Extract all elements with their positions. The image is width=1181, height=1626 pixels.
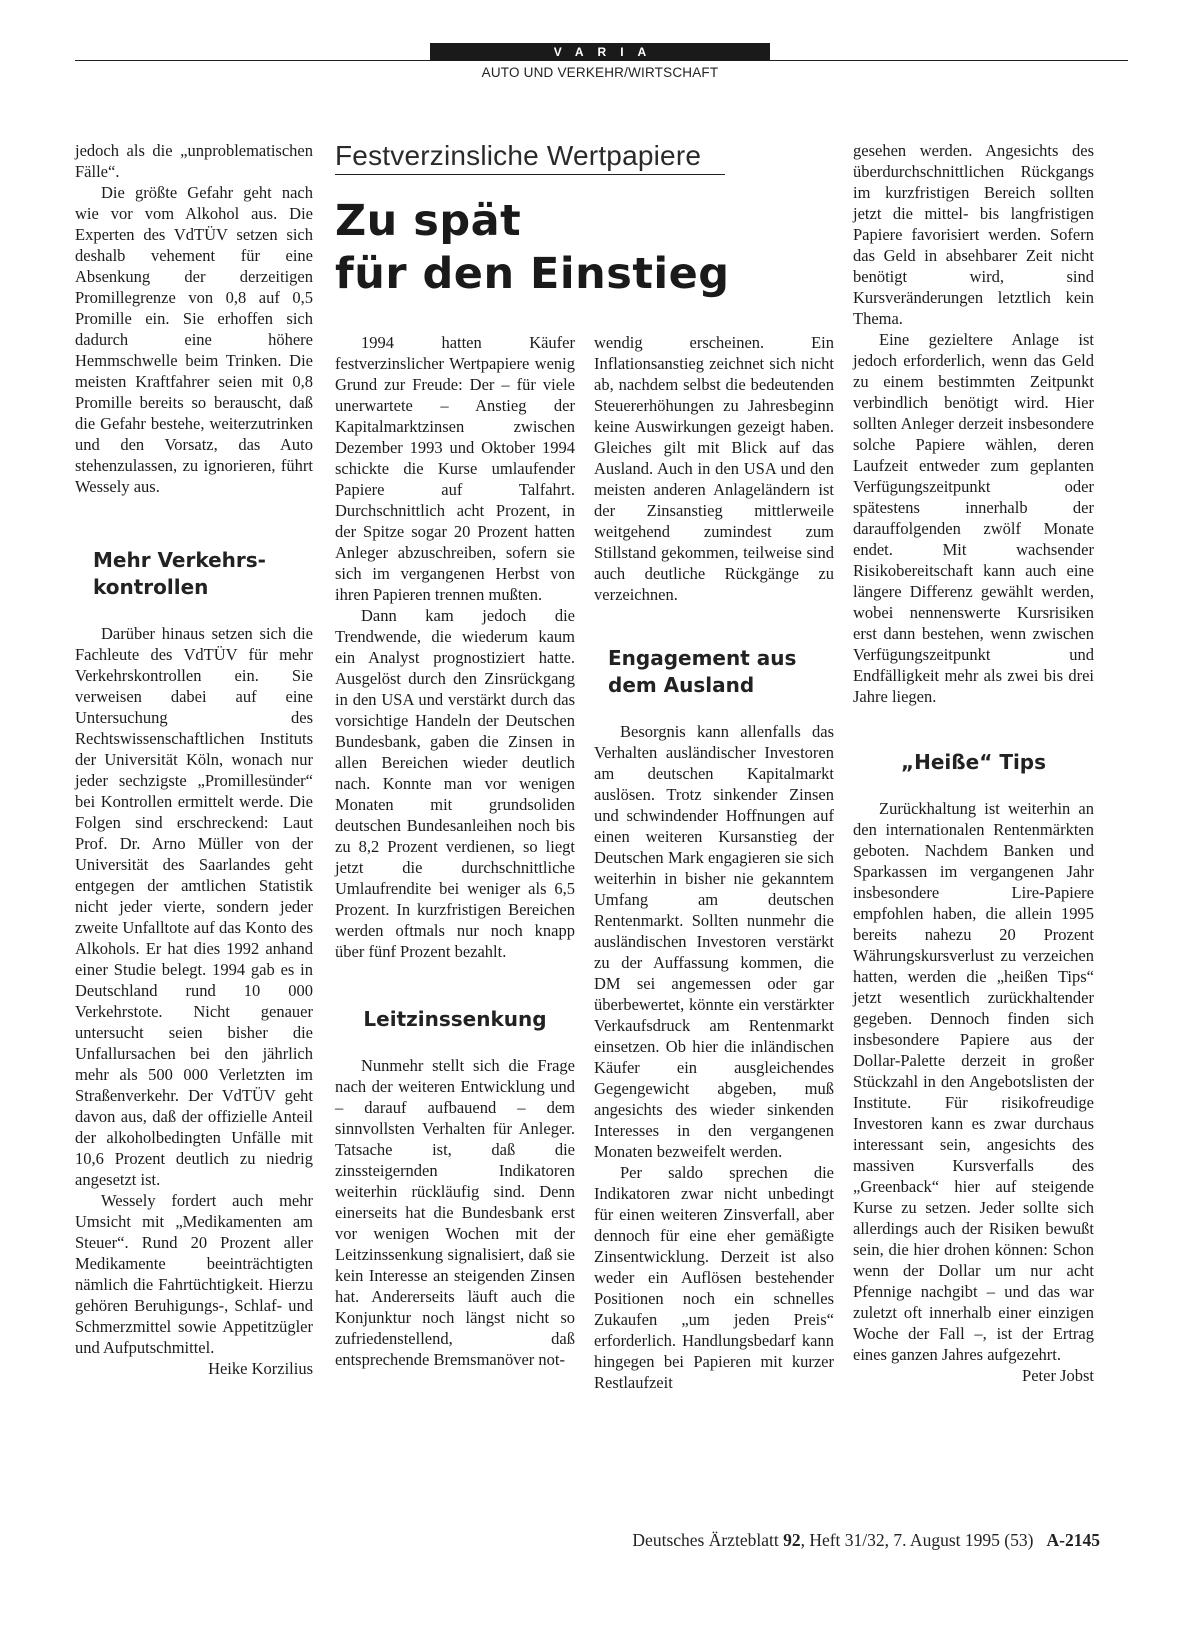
subheading: Leitzinssenkung — [363, 1007, 547, 1031]
author-signature: Peter Jobst — [1022, 1366, 1094, 1385]
headline-line: für den Einstieg — [335, 249, 730, 299]
subheading-line: Mehr Verkehrs- — [93, 548, 266, 572]
journal-name: Deutsches Ärzteblatt — [632, 1530, 779, 1550]
paragraph: Besorgnis kann allenfalls das Verhalten ausländischer Investoren am deutschen Kapitalmarkt auslösen. Trotz sinkender Zinsen und schwindender Hoffnungen auf einen weiteren Kursanstieg der Deutschen Mark engagieren sie sich weiterhin in bisher nie gekanntem Umfang am deutschen Rentenmarkt. Sollten nunmehr die ausländischen Investoren verstärkt zu der Auffassung kommen, die DM sei angemessen oder gar überbewertet, könnte ein verstärkter Verkaufsdruck am Rentenmarkt einsetzen. Ob hier die inländischen Käufer ein ausgleichendes Gegengewicht abgeben, muß angesichts des wieder sinkenden Interesses in den vergangenen Monaten bezweifelt werden. — [594, 722, 834, 1161]
paragraph: Dann kam jedoch die Trendwende, die wiederum kaum ein Analyst prognostiziert hatte. Ausgelöst durch den Zinsrückgang in den USA und verstärkt durch das vorsichtige Handeln der Deutschen Bundesbank, gaben die Zinsen in allen Bereichen wieder deutlich nach. Konnte man vor wenigen Monaten mit grundsoliden deutschen Bundesanleihen noch bis zu 8,2 Prozent verdienen, so liegt jetzt die durchschnittliche Umlaufrendite bei weniger als 6,5 Prozent. In kurzfristigen Bereichen werden oftmals nur noch knapp über fünf Prozent bezahlt. — [335, 606, 575, 961]
headline-line: Zu spät — [335, 196, 522, 246]
column-3 — [594, 332, 834, 1393]
paragraph: Nunmehr stellt sich die Frage nach der weiteren Entwicklung und – darauf aufbauend – dem sinnvollsten Verhalten für Anleger. Tatsache ist, daß die zinssteigernden Indikatoren weiterhin rückläufig sind. Denn einerseits hat die Bundesbank erst vor wenigen Wochen mit der Leitzinssenkung signalisiert, daß sie kein Interesse an steigenden Zinsen hat. Andererseits läuft auch die Konjunktur noch längst nicht so zufriedenstellend, daß entsprechende Bremsmanöver not- — [335, 1056, 575, 1369]
subheading: „Heiße“ Tips — [900, 750, 1047, 774]
subsection-label: AUTO UND VERKEHR/WIRTSCHAFT — [481, 65, 719, 80]
paragraph-text: Zurückhaltung ist weiterhin an den internationalen Rentenmärkten geboten. Nachdem Banken und Sparkassen im vergangenen Jahr insbesondere Lire-Papiere empfohlen haben, die allein 1995 bereits nahezu 20 Prozent Währungskursverlust zu verzeichen hatten, werden die „heißen Tips“ jetzt wesentlich zurückhaltender gegeben. Dennoch finden sich insbesondere Papiere aus der Dollar-Palette derzeit in großer Stückzahl in den Angebotslisten der Institute. Für risikofreudige Investoren kann es zwar durchaus interessant sein, angesichts des massiven Kursverfalls des „Greenback“ hier auf steigende Kurse zu setzen. Jeder sollte sich allerdings auch der Risiken bewußt sein, die hier drohen können: Schon wenn der Dollar um nur acht Pfennige nachgibt – und das war zuletzt oft innerhalb einer einzigen Woche der Fall –, ist der Ertrag eines ganzen Jahres aufgezehrt. — [853, 799, 1094, 1364]
section-banner: VARIA — [430, 43, 770, 61]
issue-info: , Heft 31/32, 7. August 1995 (53) — [800, 1530, 1034, 1550]
paragraph: Darüber hinaus setzen sich die Fachleute des VdTÜV für mehr Verkehrskontrollen ein. Sie verweisen dabei auf eine Untersuchung des Rechtswissenschaftlichen Instituts der Universität Köln, wonach nur jeder sechzigste „Promillesünder“ bei Kontrollen ermittelt werde. Die Folgen sind erschreckend: Laut Prof. Dr. Arno Müller von der Universität des Saarlandes geht entgegen der amtlichen Statistik nicht jeder vierte, sondern jeder zweite Unfalltote auf das Konto des Alkohols. Er hat dies 1992 anhand einer Studie belegt. 1994 gab es in Deutschland rund 10 000 Verkehrstote. Nicht genauer untersucht seien bisher die Unfallursachen bei den jährlich mehr als 500 000 Verletzten im Straßenverkehr. Der VdTÜV geht davon aus, daß der offizielle Anteil der alkoholbedingten Unfälle mit 10,6 Prozent deutlich zu niedrig angesetzt ist. — [75, 624, 313, 1189]
author-signature: Heike Korzilius — [208, 1359, 313, 1378]
page-number: A-2145 — [1046, 1530, 1100, 1550]
page-footer — [520, 1530, 1100, 1551]
paragraph: 1994 hatten Käufer festverzinslicher Wertpapiere wenig Grund zur Freude: Der – für viele unerwartete – Anstieg der Kapitalmarktzinsen zwischen Dezember 1993 und Oktober 1994 schickte die Kurse umlaufender Papiere auf Talfahrt. Durchschnittlich acht Prozent, in der Spitze sogar 20 Prozent hatten Anleger abzuschreiben, sofern sie sich im vergangenen Herbst von ihren Papieren trennen mußten. — [335, 333, 575, 604]
column-2 — [335, 332, 575, 1370]
article-kicker: Festverzinsliche Wertpapiere — [335, 140, 725, 175]
paragraph: wendig erscheinen. Ein Inflationsanstieg zeichnet sich nicht ab, nachdem selbst die bedeutenden Steuererhöhungen zu Jahresbeginn keine Auswirkungen gezeigt haben. Gleiches gilt mit Blick auf das Ausland. Auch in den USA und den meisten anderen Anlageländern ist der Zinsanstieg mittlerweile weitgehend zumindest zum Stillstand gekommen, teilweise sind auch deutliche Rückgänge zu verzeichnen. — [594, 333, 834, 604]
article-headline — [335, 195, 815, 301]
paragraph: Eine gezieltere Anlage ist jedoch erforderlich, wenn das Geld zu einem bestimmten Zeitpunkt verbindlich benötigt wird. Hier sollten Anleger derzeit insbesondere solche Papiere wählen, deren Laufzeit entweder zum geplanten Verfügungszeitpunkt oder spätestens innerhalb der darauffolgenden zwölf Monate endet. Mit wachsender Risikobereitschaft kann auch eine längere Differenz gewählt werden, wobei nennenswerte Kursrisiken erst dann bestehen, wenn zwischen Verfügungszeitpunkt und Endfälligkeit mehr als zwei bis drei Jahre liegen. — [853, 330, 1094, 706]
subheading — [75, 547, 313, 601]
subheading-line: dem Ausland — [608, 673, 755, 697]
paragraph: gesehen werden. Angesichts des überdurchschnittlichen Rückgangs im kurzfristigen Bereich sollten jetzt die mittel- bis langfristigen Papiere favorisiert werden. Sofern das Geld in absehbarer Zeit nicht benötigt wird, sind Kursveränderungen letztlich kein Thema. — [853, 141, 1094, 328]
paragraph: Die größte Gefahr geht nach wie vor vom Alkohol aus. Die Experten des VdTÜV setzen sich deshalb vehement für eine Absenkung der derzeitigen Promillegrenze von 0,8 auf 0,5 Promille ein. Sie erhoffen sich dadurch eine höhere Hemmschwelle beim Trinken. Die meisten Kraftfahrer seien mit 0,8 Promille bereits so berauscht, daß die Gefahr bestehe, weiterzutrinken und den Vorsatz, das Auto stehenzulassen, zu ignorieren, führt Wessely aus. — [75, 183, 313, 496]
journal-volume: 92 — [783, 1530, 801, 1550]
paragraph: Per saldo sprechen die Indikatoren zwar nicht unbedingt für einen weiteren Zinsverfall, aber dennoch für eine eher gemäßigte Zinsentwicklung. Derzeit ist also weder ein Auflösen bestehender Positionen noch ein schnelles Zukaufen „um jeden Preis“ erforderlich. Handlungsbedarf kann hingegen bei Papieren mit kurzer Restlaufzeit — [594, 1163, 834, 1392]
subheading — [594, 645, 834, 699]
subheading-line: Engagement aus — [608, 646, 797, 670]
paragraph — [75, 1190, 313, 1378]
column-4 — [853, 140, 1094, 1386]
paragraph — [853, 798, 1094, 1385]
paragraph: jedoch als die „unproblematischen Fälle“. — [75, 141, 313, 181]
column-1 — [75, 140, 313, 1379]
paragraph-text: Wessely fordert auch mehr Umsicht mit „Medikamenten am Steuer“. Rund 20 Prozent aller Medikamente beeinträchtigten nämlich die Fahrtüchtigkeit. Hierzu gehören Beruhigungs-, Schlaf- und Schmerzmittel sowie Appetitzügler und Aufputschmittel. — [75, 1191, 313, 1357]
subheading-line: kontrollen — [93, 575, 209, 599]
